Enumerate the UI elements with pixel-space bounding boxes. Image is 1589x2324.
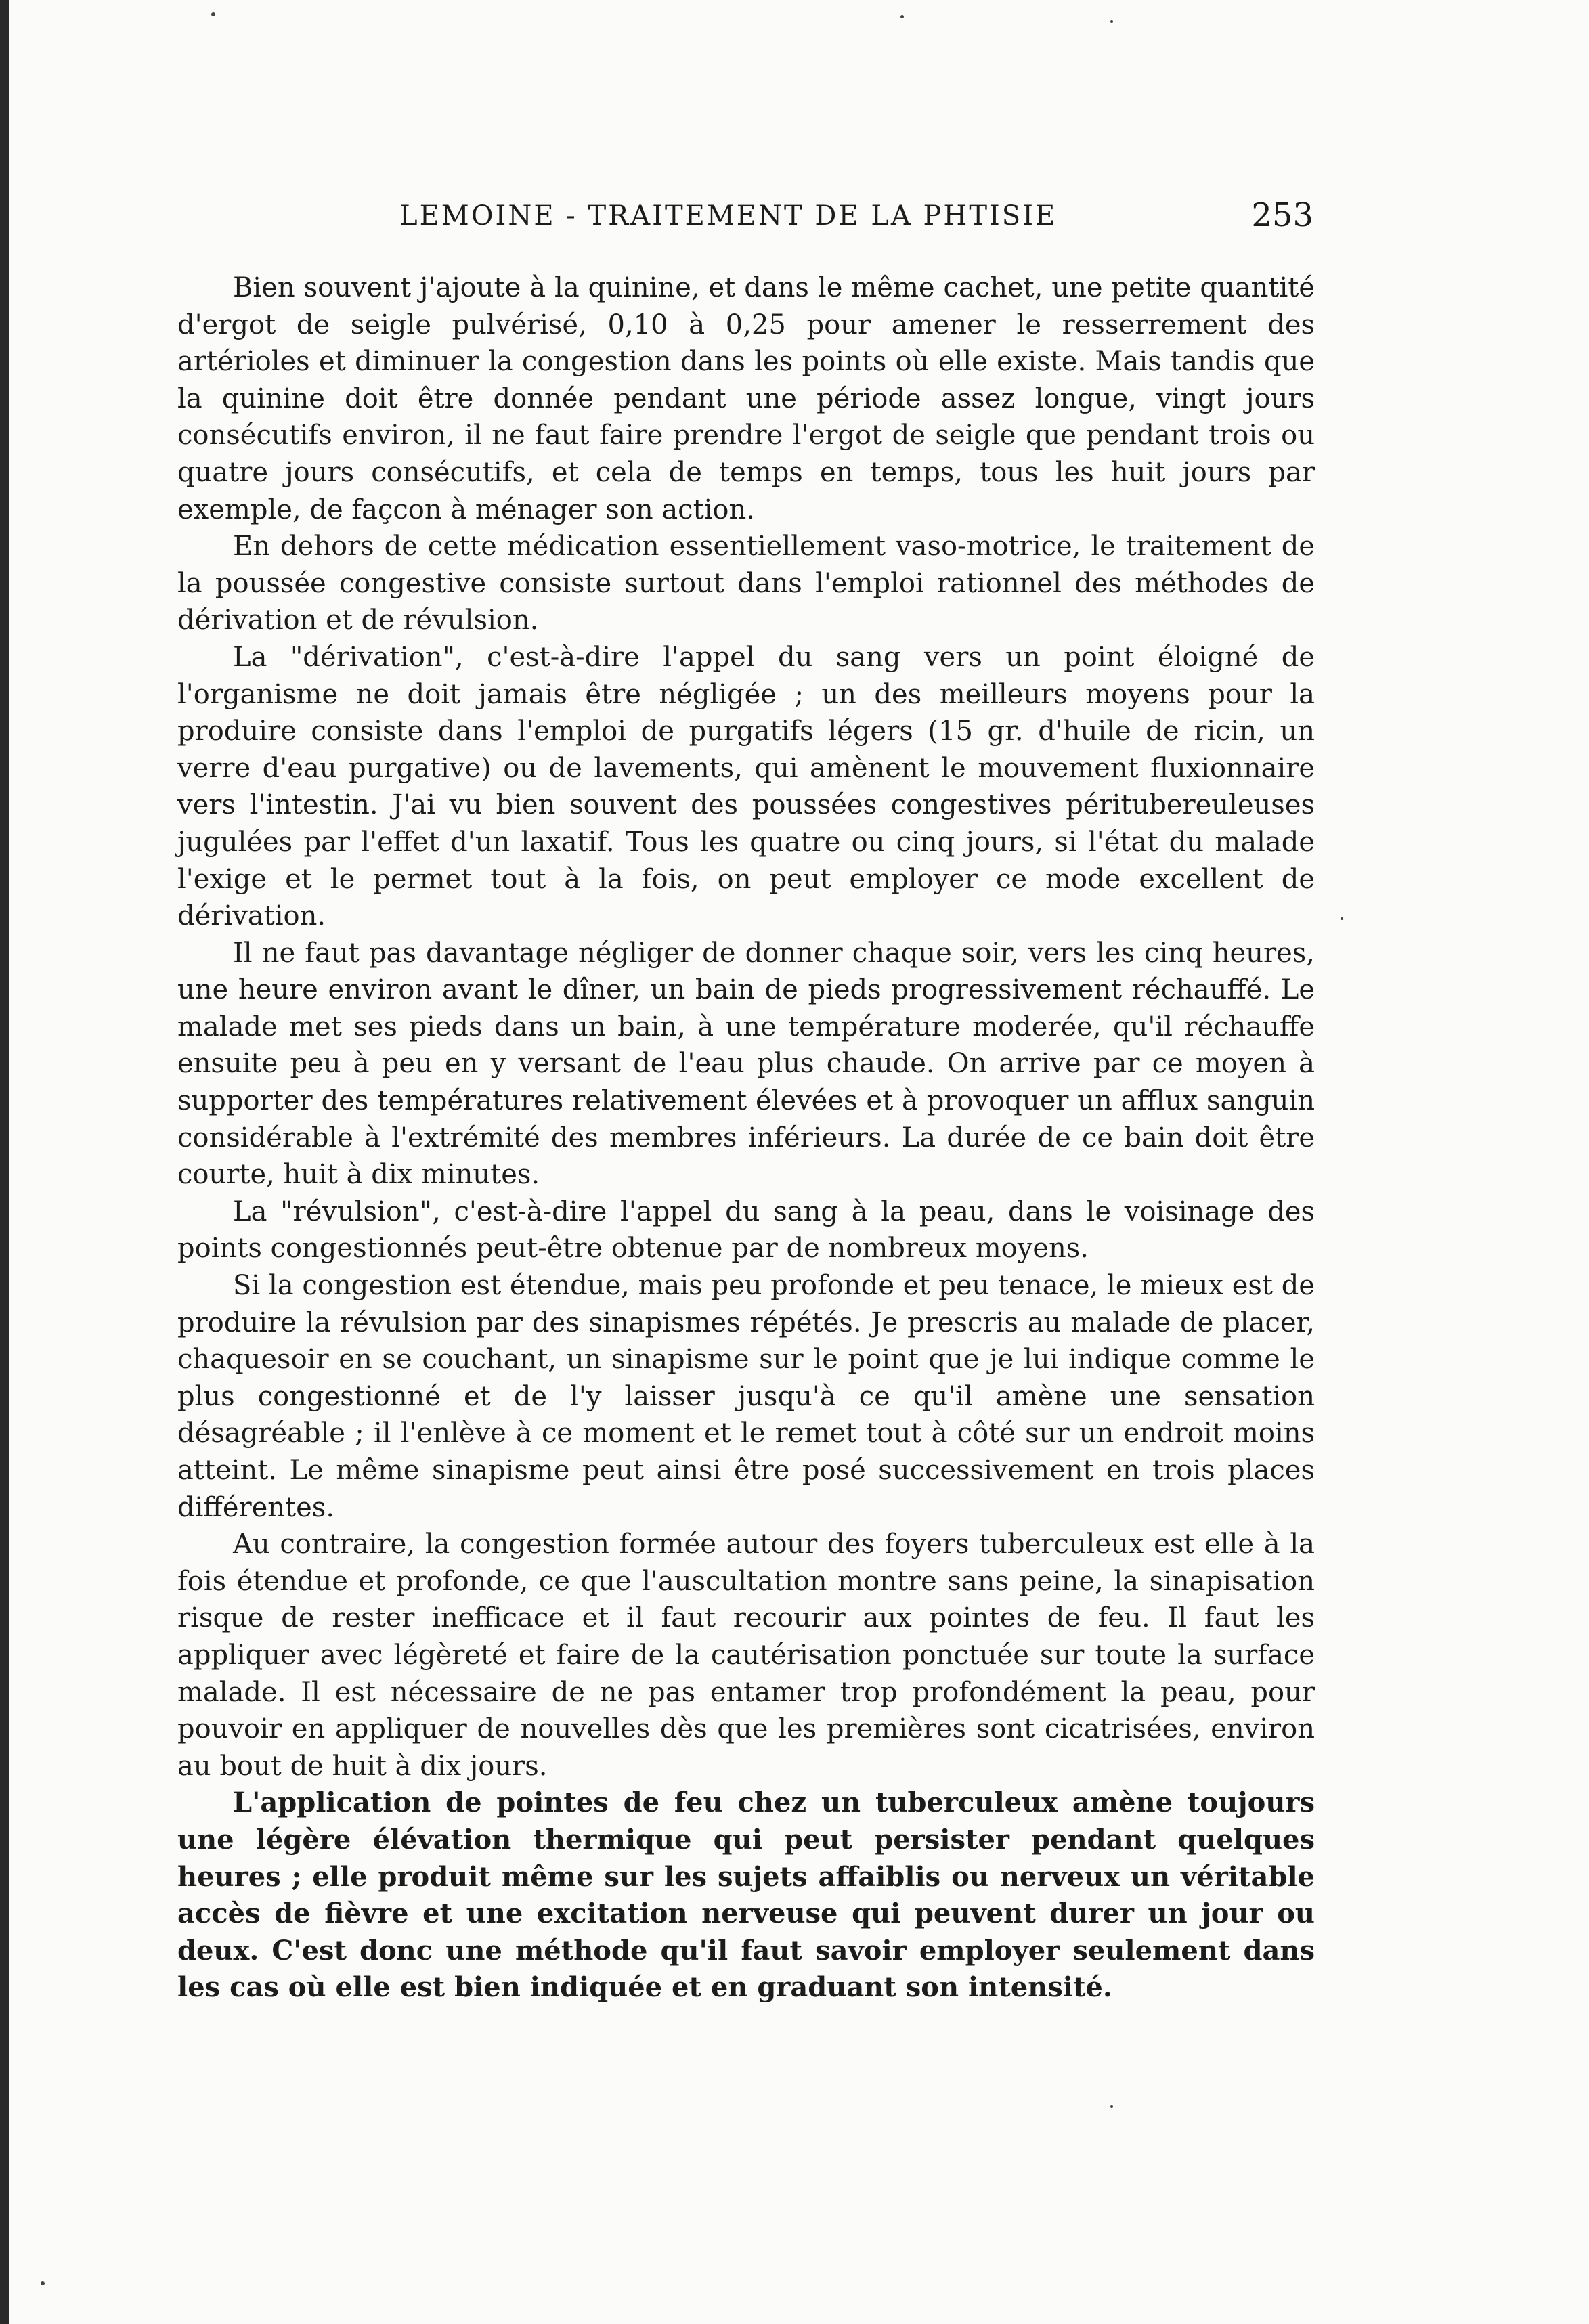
- scan-speck: [900, 15, 904, 18]
- body-text: [177, 269, 1315, 2007]
- paragraph-derivation: La "dérivation", c'est-à-dire l'appel du sang vers un point éloigné de l'organisme ne doit jamais être négligée ; un des meilleurs moyens pour la produire consiste dans l'emploi de purgatifs légers (15 gr. d'huile de ricin, un verre d'eau purgative) ou de lavements, qui amènent le mouvement fluxionnaire vers l'intestin. J'ai vu bien souvent des poussées congestives péritubereuleuses jugulées par l'effet d'un laxatif. Tous les quatre ou cinq jours, si l'état du malade l'exige et le permet tout à la fois, on peut employer ce mode excellent de dérivation.: [177, 641, 1315, 932]
- scan-speck: [1341, 917, 1343, 920]
- running-head: LEMOINE - TRAITEMENT DE LA PHTISIE: [399, 200, 1058, 232]
- scan-speck: [211, 12, 215, 16]
- paragraph-application: L'application de pointes de feu chez un tuberculeux amène toujours une légère élévation thermique qui peut persister pendant quelques heures ; elle produit même sur les sujets affaiblis ou nerveux un véritable accès de fièvre et une excitation nerveuse qui peuvent durer un jour ou deux. C'est donc une méthode qu'il faut savoir employer seulement dans les cas où elle est bien indiquée et en graduant son intensité.: [177, 1786, 1315, 2004]
- paragraph-quinine-ergot: Bien souvent j'ajoute à la quinine, et dans le même cachet, une petite quantité d'ergot de seigle pulvérisé, 0,10 à 0,25 pour amener le resserrement des artérioles et diminuer la congestion dans les points où elle existe. Mais tandis que la quinine doit être donnée pendant une période assez longue, vingt jours consécutifs environ, il ne faut faire prendre l'ergot de seigle que pendant trois ou quatre jours consécutifs, et cela de temps en temps, tous les huit jours par exemple, de façcon à ménager son action.: [177, 272, 1315, 525]
- page-number: 253: [1251, 196, 1313, 234]
- scan-speck: [1110, 2105, 1113, 2108]
- paragraph-revulsion: La "révulsion", c'est-à-dire l'appel du sang à la peau, dans le voisinage des points congestionnés peut-être obtenue par de nombreux moyens.: [177, 1196, 1315, 1265]
- scan-speck: [41, 2281, 45, 2285]
- scan-left-edge: [0, 0, 9, 2324]
- paragraph-sinapismes: Si la congestion est étendue, mais peu profonde et peu tenace, le mieux est de produire la révulsion par des sinapismes répétés. Je prescris au malade de placer, chaquesoir en se couchant, un sinapisme sur le point que je lui indique comme le plus congestionné et de l'y laisser jusqu'à ce qu'il amène une sensation désagréable ; il l'enlève à ce moment et le remet tout à côté sur un endroit moins atteint. Le même sinapisme peut ainsi être posé successivement en trois places différentes.: [177, 1270, 1315, 1523]
- paragraph-foot-bath: Il ne faut pas davantage négliger de donner chaque soir, vers les cinq heures, une heure environ avant le dîner, un bain de pieds progressivement réchauffé. Le malade met ses pieds dans un bain, à une température moderée, qu'il réchauffe ensuite peu à peu en y versant de l'eau plus chaude. On arrive par ce moyen à supporter des températures relativement élevées et à provoquer un afflux sanguin considérable à l'extrémité des membres inférieurs. La durée de ce bain doit être courte, huit à dix minutes.: [177, 937, 1315, 1191]
- paragraph-pointes-de-feu: Au contraire, la congestion formée autour des foyers tuberculeux est elle à la fois étendue et profonde, ce que l'auscultation montre sans peine, la sinapisation risque de rester inefficace et il faut recourir aux pointes de feu. Il faut les appliquer avec légèreté et faire de la cautérisation ponctuée sur toute la surface malade. Il est nécessaire de ne pas entamer trop profondément la peau, pour pouvoir en appliquer de nouvelles dès que les premières sont cicatrisées, environ au bout de huit à dix jours.: [177, 1529, 1315, 1782]
- scan-speck: [1110, 20, 1113, 23]
- page-header: [176, 196, 1313, 241]
- paragraph-derivation-revulsion-intro: En dehors de cette médication essentiellement vaso-motrice, le traitement de la poussée congestive consiste surtout dans l'emploi rationnel des méthodes de dérivation et de révulsion.: [177, 531, 1315, 636]
